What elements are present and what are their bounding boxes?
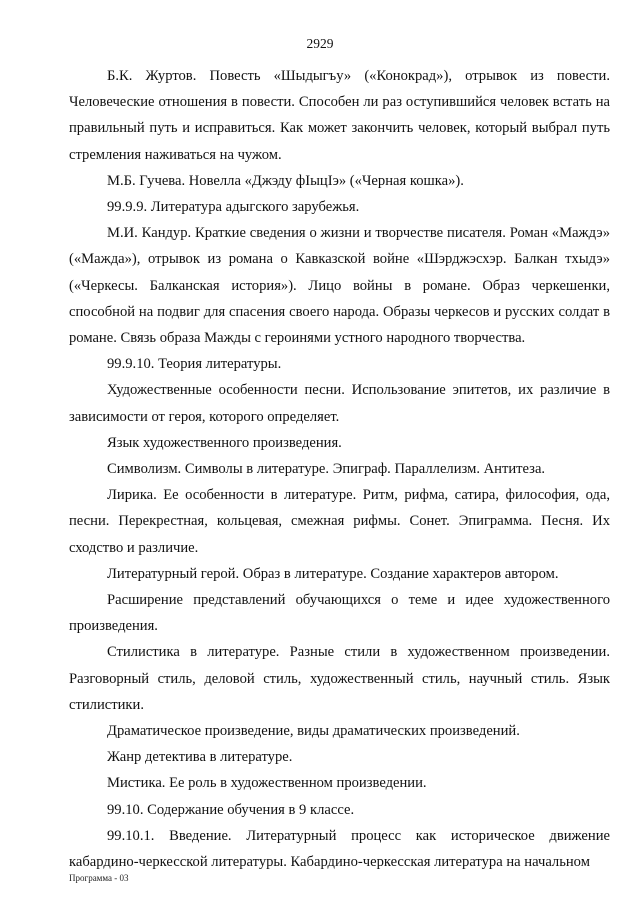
paragraph-kandur: М.И. Кандур. Краткие сведения о жизни и творчестве писателя. Роман «Маждэ» («Мажда»), отрывок из романа о Кавказской войне «Шэрджэсхэр. Балкан тхыдэ» («Черкесы. Балканская история»). Лицо войны в романе. Образ черкешенки, способной на подвиг для спасения своего народа. Образы черкесов и русских солдат в романе. Связь образа Мажды с героинями устного народного творчества. <box>69 225 610 347</box>
paragraph-song-features: Художественные особенности песни. Использование эпитетов, их различие в зависимости от героя, которого определяет. <box>69 382 610 425</box>
page-footer: Программа - 03 <box>69 873 129 883</box>
paragraph-lyrics: Лирика. Ее особенности в литературе. Ритм, рифма, сатира, философия, ода, песни. Перекрестная, кольцевая, смежная рифмы. Сонет. Эпиграмма. Песня. Их сходство и различие. <box>69 487 610 556</box>
paragraph-drama: Драматическое произведение, виды драматических произведений. <box>107 723 520 740</box>
section-heading-99-9-10: 99.9.10. Теория литературы. <box>107 356 282 373</box>
section-heading-99-10: 99.10. Содержание обучения в 9 классе. <box>107 801 355 818</box>
paragraph-language: Язык художественного произведения. <box>107 434 342 451</box>
paragraph-literary-hero: Литературный герой. Образ в литературе. Создание характеров автором. <box>107 565 559 582</box>
paragraph-theme-idea: Расширение представлений обучающихся о теме и идее художественного произведения. <box>69 592 610 635</box>
document-body <box>69 63 610 875</box>
section-heading-99-9-9: 99.9.9. Литература адыгского зарубежья. <box>107 199 360 216</box>
paragraph-introduction: 99.10.1. Введение. Литературный процесс как историческое движение кабардино-черкесской литературы. Кабардино-черкесская литература на начальном <box>69 827 610 871</box>
paragraph-detective: Жанр детектива в литературе. <box>107 749 293 766</box>
paragraph-stylistics: Стилистика в литературе. Разные стили в художественном произведении. Разговорный стиль, деловой стиль, художественный стиль, научный стиль. Язык стилистики. <box>69 644 610 713</box>
paragraph-zhurtov: Б.К. Журтов. Повесть «Шыдыгъу» («Конокрад»), отрывок из повести. Человеческие отношения в повести. Способен ли раз оступившийся человек встать на правильный путь и исправиться. Как может закончить человек, который выбрал путь стремления наживаться на чужом. <box>69 68 610 163</box>
paragraph-gucheva: М.Б. Гучева. Новелла «Джэду фIыцIэ» («Черная кошка»). <box>107 172 464 189</box>
page-number: 2929 <box>306 36 334 51</box>
paragraph-symbolism: Символизм. Символы в литературе. Эпиграф. Параллелизм. Антитеза. <box>107 461 546 478</box>
paragraph-mysticism: Мистика. Ее роль в художественном произведении. <box>107 775 427 792</box>
